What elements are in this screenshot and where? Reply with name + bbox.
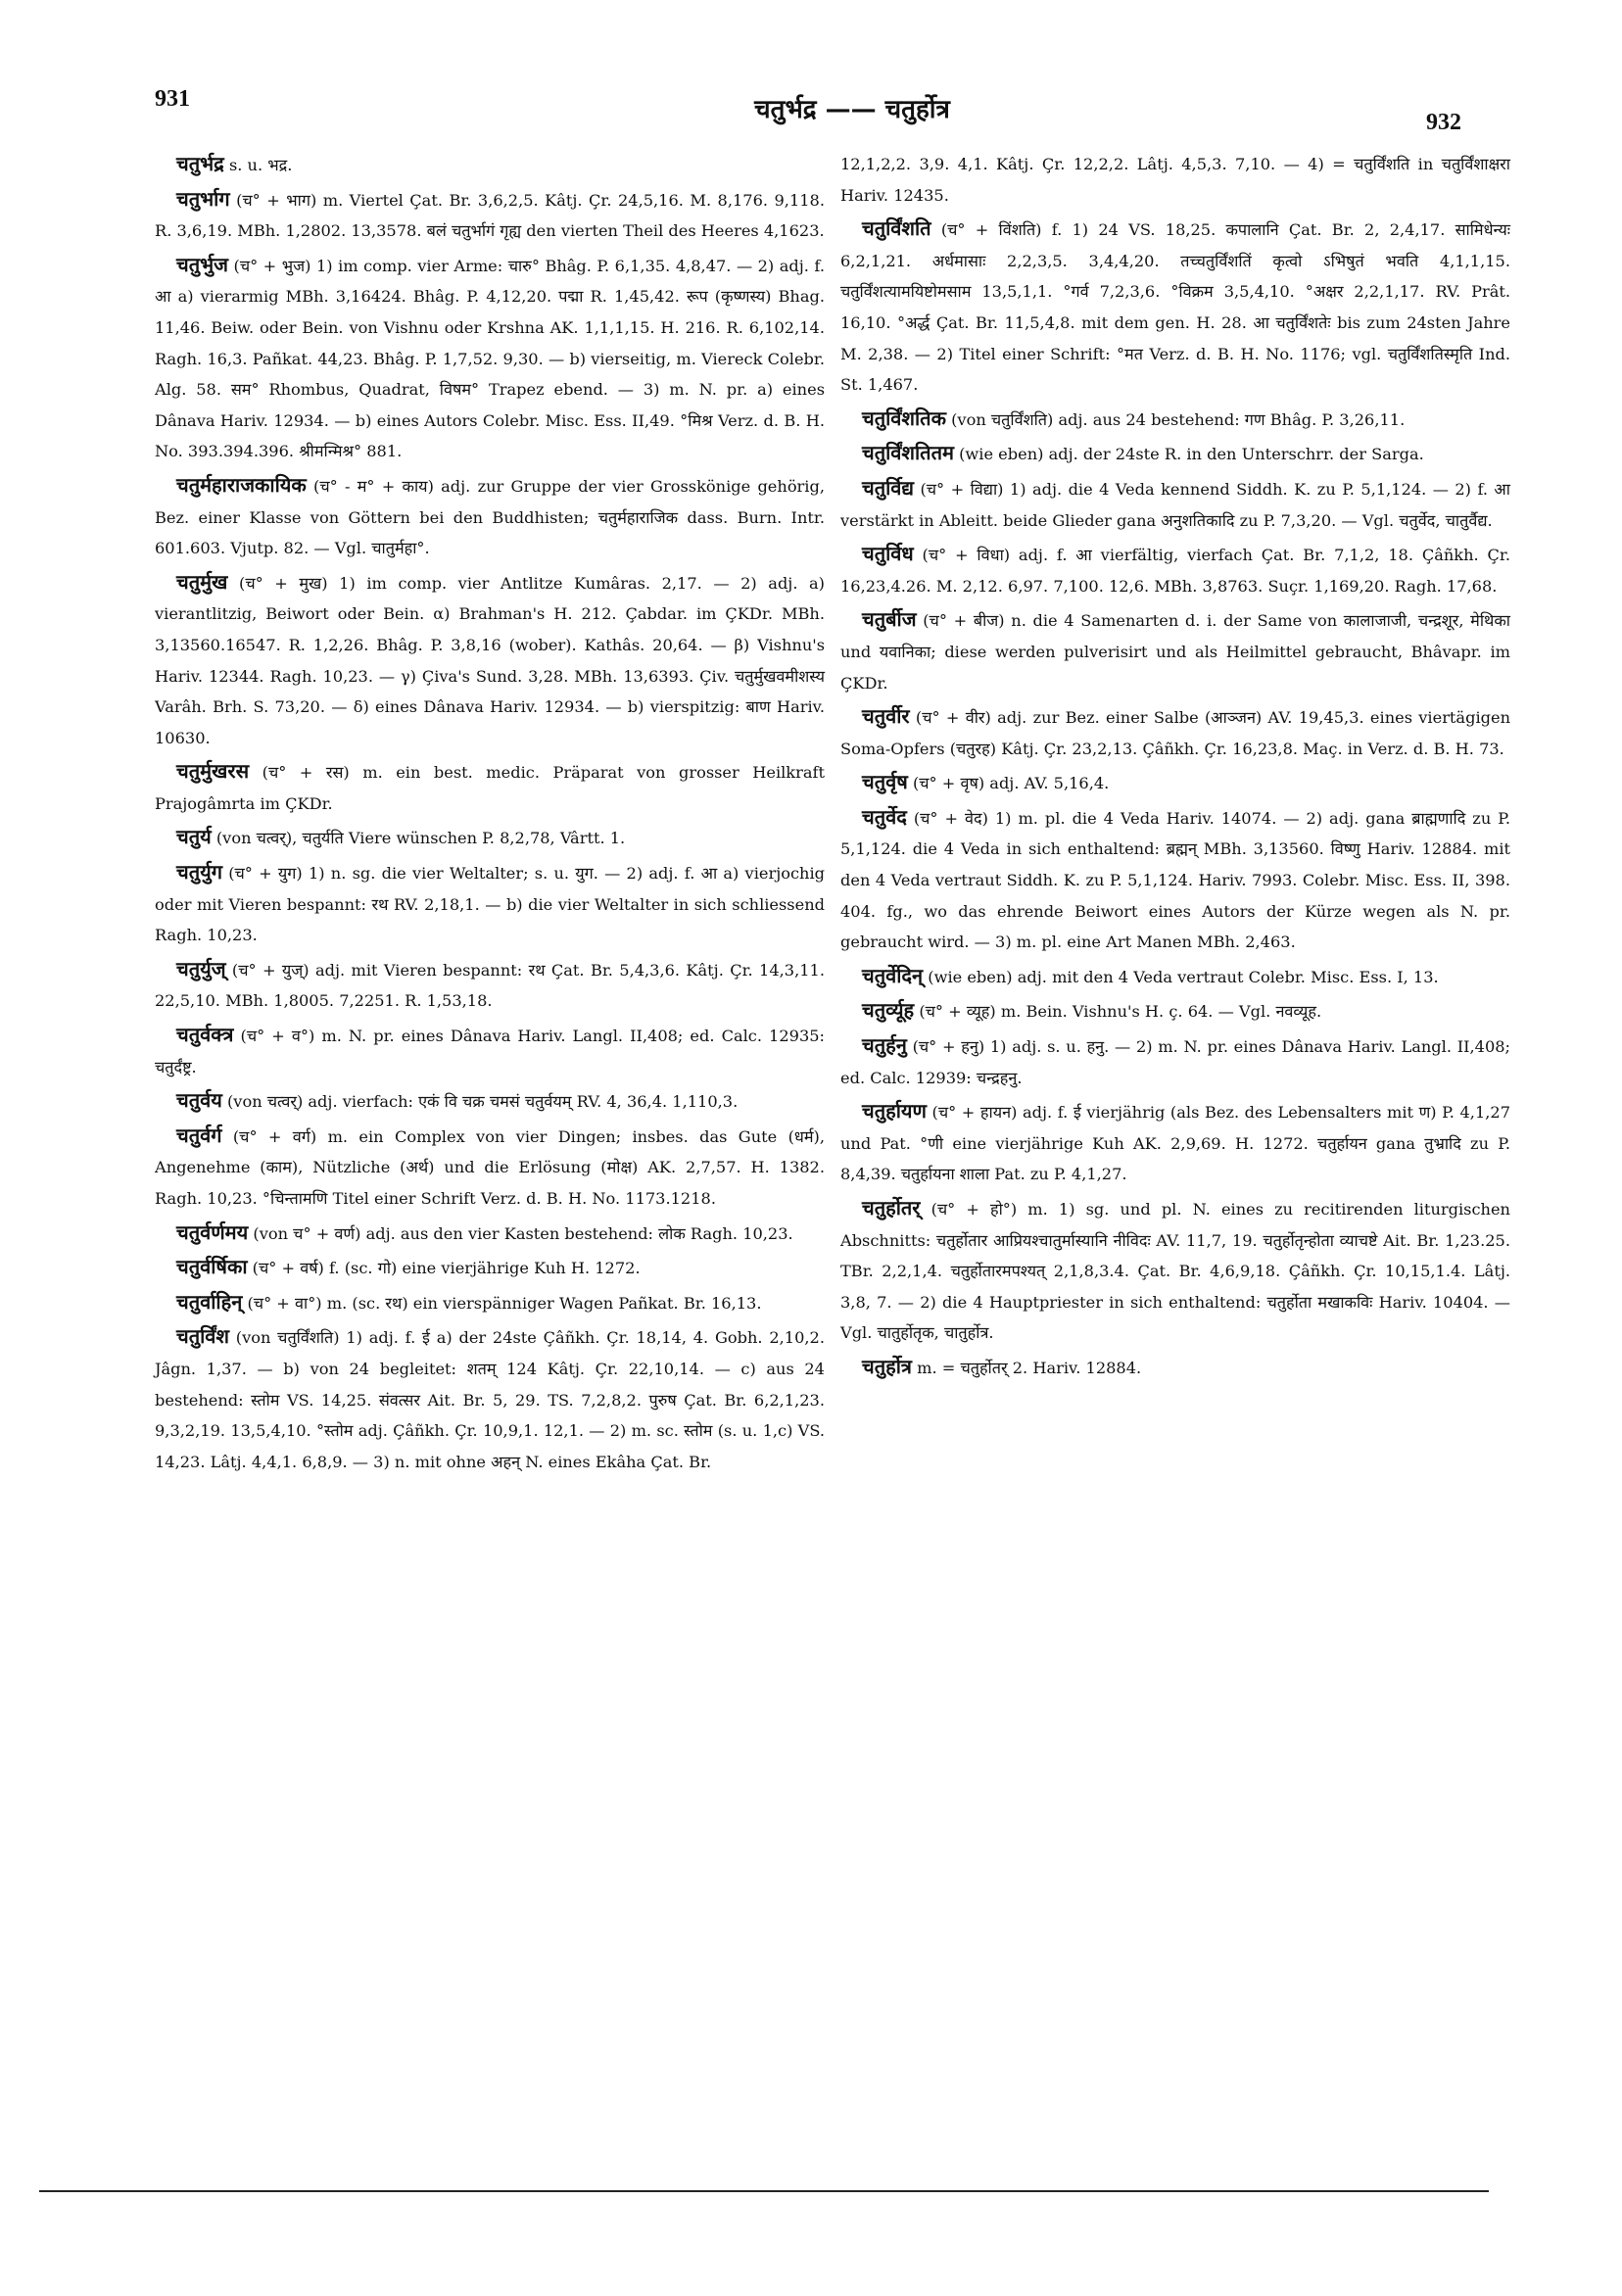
entry-text: m. = चतुर्होतर् 2. Hariv. 12884. <box>917 1358 1142 1377</box>
dictionary-entry <box>840 1096 1510 1190</box>
dictionary-entry <box>155 954 825 1017</box>
entry-text: (च° + व°) m. N. pr. eines Dânava Hariv. Langl. II,408; ed. Calc. 12935: चतुर्दंष्ट्र. <box>155 1027 825 1076</box>
entry-text: (च° - म° + काय) adj. zur Gruppe der vier Grosskönige gehörig, Bez. einer Klasse von Göttern bei den Buddhisten; चतुर्महाराजिक dass. Burn. Intr. 601.603. Vjutp. 82. — Vgl. चातुर्महा°. <box>155 476 825 558</box>
entry-headword: चतुर्मुखरस <box>176 759 250 784</box>
dictionary-entry <box>155 1085 825 1118</box>
entry-text: (च° + विधा) adj. f. आ vierfältig, vierfach Çat. Br. 7,1,2, 18. Çâñkh. Çr. 16,23,4.26. M. 2,12. 6,97. 7,100. 12,6. MBh. 3,8763. Suçr. 1,169,20. Ragh. 17,68. <box>840 546 1510 596</box>
entry-text: (च° + भुज) 1) im comp. vier Arme: चारु° Bhâg. P. 6,1,35. 4,8,47. — 2) adj. f. आ a) vierarmig MBh. 3,16424. Bhâg. P. 4,12,20. पद्मा R. 1,45,42. रूप (कृष्णस्य) Bhag. 11,46. Beiw. oder Bein. von Vishnu oder Krshna AK. 1,1,1,15. H. 216. R. 6,102,14. Ragh. 16,3. Pañkat. 44,23. Bhâg. P. 1,7,52. 9,30. — b) vierseitig, m. Viereck Colebr. Alg. 58. सम° Rhombus, Quadrat, विषम° Trapez ebend. — 3) m. N. pr. a) eines Dânava Hariv. 12934. — b) eines Autors Colebr. Misc. Ess. II,49. °मिश्र Verz. d. B. H. No. 393.394.396. श्रीमन्मिश्र° 881. <box>155 256 825 461</box>
entry-text: (von च° + वर्ण) adj. aus den vier Kasten bestehend: लोक Ragh. 10,23. <box>253 1223 793 1243</box>
dictionary-entry <box>155 567 825 754</box>
entry-headword: चतुर्विंशतिक <box>862 406 946 430</box>
entry-headword: चतुर्वृष <box>862 770 908 794</box>
entry-headword: चतुर्विंशतितम <box>862 441 954 465</box>
entry-headword: चतुर्वर्षिका <box>176 1255 248 1279</box>
entry-text: (च° + युज्) adj. mit Vieren bespannt: रथ Çat. Br. 5,4,3,6. Kâtj. Çr. 14,3,11. 22,5,10. MBh. 1,8005. 7,2251. R. 1,53,18. <box>155 960 825 1011</box>
entry-headword: चतुर्वर्ग <box>176 1123 222 1147</box>
entry-text: (च° + हो°) m. 1) sg. und pl. N. eines zu recitirenden liturgischen Abschnitts: चतुर्होतार आप्रियश्चातुर्मास्यानि नीविदः AV. 11,7, 19. चतुर्होतृन्होता व्याचष्टे Ait. Br. 1,23.25. TBr. 2,2,1,4. चतुर्होतारमपश्यत् 2,1,8,3.4. Çat. Br. 4,6,9,18. Çâñkh. Çr. 10,15,1.4. Lâtj. 3,8, 7. — 2) die 4 Hauptpriester in sich enthaltend: चतुर्होता मखाकविः Hariv. 10404. — Vgl. चातुर्होतृक, चातुर्होत्र. <box>840 1200 1510 1343</box>
left-page-number: 931 <box>155 86 190 112</box>
entry-text: (von चत्वर्) adj. vierfach: एकं वि चक्र चमसं चतुर्वयम् RV. 4, 36,4. 1,110,3. <box>226 1092 739 1112</box>
entry-text: (च° + वा°) m. (sc. रथ) ein vierspänniger Wagen Pañkat. Br. 16,13. <box>247 1293 762 1313</box>
entry-headword: चतुर्वेद <box>862 804 907 829</box>
entry-headword: चतुर्मुख <box>176 569 228 594</box>
entry-text: (च° + वर्ष) f. (sc. गो) eine vierjährige Kuh H. 1272. <box>252 1259 641 1278</box>
entry-text: (wie eben) adj. der 24ste R. in den Unterschrr. der Sarga. <box>959 445 1424 464</box>
dictionary-entry <box>155 149 825 181</box>
entry-headword: चतुर्भद्र <box>176 152 224 175</box>
entry-headword: चतुर्विध <box>862 542 914 566</box>
entry-headword: चतुर्बीज <box>862 607 917 632</box>
dictionary-entry <box>155 756 825 819</box>
dictionary-entry <box>840 473 1510 536</box>
entry-headword: चतुर्महाराजकायिक <box>176 472 307 497</box>
entry-headword: चतुर्विद्य <box>862 475 914 500</box>
dictionary-entry <box>840 1193 1510 1349</box>
dictionary-entry <box>155 1020 825 1082</box>
entry-headword: चतुर्युग <box>176 860 222 885</box>
dictionary-entry <box>155 184 825 247</box>
left-column <box>155 149 825 1480</box>
entry-text: (च° + व्यूह) m. Bein. Vishnu's H. ç. 64. — Vgl. नवव्यूह. <box>919 1002 1322 1022</box>
right-column <box>840 149 1510 1387</box>
entry-text: (च° + हनु) 1) adj. s. u. हनु. — 2) m. N. pr. eines Dânava Hariv. Langl. II,408; ed. Calc. 12939: चन्द्रहनु. <box>840 1037 1510 1087</box>
dictionary-entry <box>155 470 825 564</box>
right-page-number: 932 <box>1426 110 1461 135</box>
entry-headword: चतुर्वाहिन् <box>176 1289 243 1314</box>
entry-text: (च° + रस) m. ein best. medic. Präparat von grosser Heilkraft Prajogâmrta im ÇKDr. <box>155 763 825 813</box>
entry-text: (च° + विद्या) 1) adj. die 4 Veda kennend Siddh. K. zu P. 5,1,124. — 2) f. आ verstärkt in Ableitt. beide Glieder gana अनुशतिकादि zu P. 7,3,20. — Vgl. चतुर्वेद, चातुर्वैद्य. <box>840 479 1510 530</box>
entry-text: (च° + हायन) adj. f. ई vierjährig (als Bez. des Lebensalters mit ण) P. 4,1,27 und Pat. °णी eine vierjährige Kuh AK. 2,9,69. H. 1272. चतुर्हायन gana तुभ्रादि zu P. 8,4,39. चतुर्हायना शाला Pat. zu P. 4,1,27. <box>840 1103 1510 1184</box>
dictionary-entry <box>155 857 825 951</box>
entry-headword: चतुर्वय <box>176 1088 222 1113</box>
entry-text: (von चत्वर्), चतुर्यति Viere wünschen P. 8,2,78, Vârtt. 1. <box>215 829 626 848</box>
dictionary-entry <box>155 1287 825 1319</box>
dictionary-entry <box>155 250 825 467</box>
entry-headword: चतुर्हायण <box>862 1099 927 1124</box>
entry-headword: चतुर्वर्णमय <box>176 1220 249 1244</box>
footer-rule <box>39 2190 1489 2192</box>
entry-headword: चतुर्होत्र <box>862 1354 912 1378</box>
entry-headword: चतुर्व्यूह <box>862 998 915 1023</box>
entry-text: (wie eben) adj. mit den 4 Veda vertraut Colebr. Misc. Ess. I, 13. <box>928 967 1439 986</box>
entry-text: (च° + बीज) n. die 4 Samenarten d. i. der Same von कालाजाजी, चन्द्रशूर, मेथिका und यवानिका; diese werden pulverisirt und als Heilmittel gebraucht, Bhâvapr. im ÇKDr. <box>840 611 1510 693</box>
entry-text: (च° + विंशति) f. 1) 24 VS. 18,25. कपालानि Çat. Br. 2, 2,4,17. सामिधेन्यः 6,2,1,21. अर्धमासाः 2,2,3,5. 3,4,4,20. तच्चतुर्विंशतिं कृत्वो ऽभिषुतं भवति 4,1,1,15. चतुर्विंशत्यामयिष्टोमसाम 13,5,1,1. °गर्व 7,2,3,6. °विक्रम 3,5,4,10. °अक्षर 2,2,1,17. RV. Prât. 16,10. °अर्द्ध Çat. Br. 11,5,4,8. mit dem gen. H. 28. आ चतुर्विंशतेः bis zum 24sten Jahre M. 2,38. — 2) Titel einer Schrift: °मत Verz. d. B. H. No. 1176; vgl. चतुर्विंशतिस्मृति Ind. St. 1,467. <box>840 220 1510 395</box>
entry-text: (च° + वर्ग) m. ein Complex von vier Dingen; insbes. das Gute (धर्म), Angenehme (काम), Nützliche (अर्थ) und die Erlösung (मोक्ष) AK. 2,7,57. H. 1382. Ragh. 10,23. °चिन्तामणि Titel einer Schrift Verz. d. B. H. No. 1173.1218. <box>155 1126 825 1208</box>
entry-headword: चतुर्वेदिन् <box>862 963 924 987</box>
dictionary-entry <box>155 1218 825 1250</box>
dictionary-entry <box>840 214 1510 401</box>
entry-text: (च° + भाग) m. Viertel Çat. Br. 3,6,2,5. Kâtj. Çr. 24,5,16. M. 8,176. 9,118. R. 3,6,19. MBh. 1,2802. 13,3578. बलं चतुर्भागं गृह्य den vierten Theil des Heeres 4,1623. <box>155 190 825 241</box>
dictionary-entry <box>840 995 1510 1028</box>
dictionary-entry <box>840 767 1510 799</box>
dictionary-entry <box>840 539 1510 601</box>
entry-headword: चतुर्युज् <box>176 956 226 981</box>
dictionary-entry <box>840 404 1510 436</box>
dictionary-entry <box>840 604 1510 698</box>
entry-headword: चतुर्हनु <box>862 1033 907 1058</box>
dictionary-entry <box>155 1121 825 1215</box>
entry-text: (च° + मुख) 1) im comp. vier Antlitze Kumâras. 2,17. — 2) adj. a) vierantlitzig, Beiwort oder Bein. α) Brahman's H. 212. Çabdar. im ÇKDr. MBh. 3,13560.16547. R. 1,2,26. Bhâg. P. 3,8,16 (wober). Kathâs. 20,64. — β) Vishnu's Hariv. 12344. Ragh. 10,23. — γ) Çiva's Sund. 3,28. MBh. 13,6393. Çiv. चतुर्मुखवमीशस्य Varâh. Brh. S. 73,20. — δ) eines Dânava Hariv. 12934. — b) vierspitzig: बाण Hariv. 10630. <box>155 573 825 747</box>
dictionary-entry <box>840 149 1510 211</box>
running-header: चतुर्भद्र —— चतुर्होत्र <box>754 95 950 124</box>
entry-headword: चतुर्होतर् <box>862 1196 921 1220</box>
entry-text: (च° + वीर) adj. zur Bez. einer Salbe (आञ्जन) AV. 19,45,3. eines viertägigen Soma-Opfers (चतुरह) Kâtj. Çr. 23,2,13. Çâñkh. Çr. 16,23,8. Maç. in Verz. d. B. H. 73. <box>840 708 1510 758</box>
entry-headword: चतुर्विंशति <box>862 216 931 241</box>
entry-headword: चतुर्भुज <box>176 252 228 276</box>
entry-text: (von चतुर्विंशति) adj. aus 24 bestehend: गण Bhâg. P. 3,26,11. <box>951 409 1406 429</box>
dictionary-entry <box>840 961 1510 993</box>
entry-headword: चतुर्भाग <box>176 186 230 211</box>
entry-headword: चतुर्विंश <box>176 1324 229 1349</box>
dictionary-entry <box>155 1321 825 1477</box>
dictionary-entry <box>840 701 1510 764</box>
entry-headword: चतुर्वीर <box>862 704 910 729</box>
entry-headword: चतुर्य <box>176 825 212 849</box>
entry-text: (von चतुर्विंशति) 1) adj. f. ई a) der 24ste Çâñkh. Çr. 18,14, 4. Gobh. 2,10,2. Jâgn. 1,37. — b) von 24 begleitet: शतम् 124 Kâtj. Çr. 22,10,14. — c) aus 24 bestehend: स्तोम VS. 14,25. संवत्सर Ait. Br. 5, 29. TS. 7,2,8,2. पुरुष Çat. Br. 6,2,1,23. 9,3,2,19. 13,5,4,10. °स्तोम adj. Çâñkh. Çr. 10,9,1. 12,1. — 2) m. sc. स्तोम (s. u. 1,c) VS. 14,23. Lâtj. 4,4,1. 6,8,9. — 3) n. mit ohne अहन् N. eines Ekâha Çat. Br. <box>155 1328 825 1471</box>
entry-headword: चतुर्वक्त्र <box>176 1023 234 1047</box>
dictionary-entry <box>840 802 1510 958</box>
entry-text: (च° + युग) 1) n. sg. die vier Weltalter; s. u. युग. — 2) adj. f. आ a) vierjochig oder mit Vieren bespannt: रथ RV. 2,18,1. — b) die vier Weltalter in sich schliessend Ragh. 10,23. <box>155 864 825 945</box>
dictionary-entry <box>840 1352 1510 1384</box>
dictionary-entry <box>155 822 825 854</box>
entry-text: s. u. भद्र. <box>228 156 293 174</box>
dictionary-entry <box>155 1252 825 1284</box>
dictionary-entry <box>840 438 1510 470</box>
entry-text: (च° + वेद) 1) m. pl. die 4 Veda Hariv. 14074. — 2) adj. gana ब्राह्मणादि zu P. 5,1,124. die 4 Veda in sich enthaltend: ब्रह्मन् MBh. 3,13560. विष्णु Hariv. 12884. mit den 4 Veda vertraut Siddh. K. zu P. 5,1,124. Hariv. 7993. Colebr. Misc. Ess. II, 398. 404. fg., wo das ehrende Beiwort eines Autors der Kürze wegen als N. pr. gebraucht wird. — 3) m. pl. eine Art Manen MBh. 2,463. <box>840 808 1510 952</box>
dictionary-entry <box>840 1030 1510 1093</box>
entry-text: 12,1,2,2. 3,9. 4,1. Kâtj. Çr. 12,2,2. Lâtj. 4,5,3. 7,10. — 4) = चतुर्विंशति in चतुर्विंशाक्षरा Hariv. 12435. <box>840 155 1510 205</box>
entry-text: (च° + वृष) adj. AV. 5,16,4. <box>912 774 1110 793</box>
